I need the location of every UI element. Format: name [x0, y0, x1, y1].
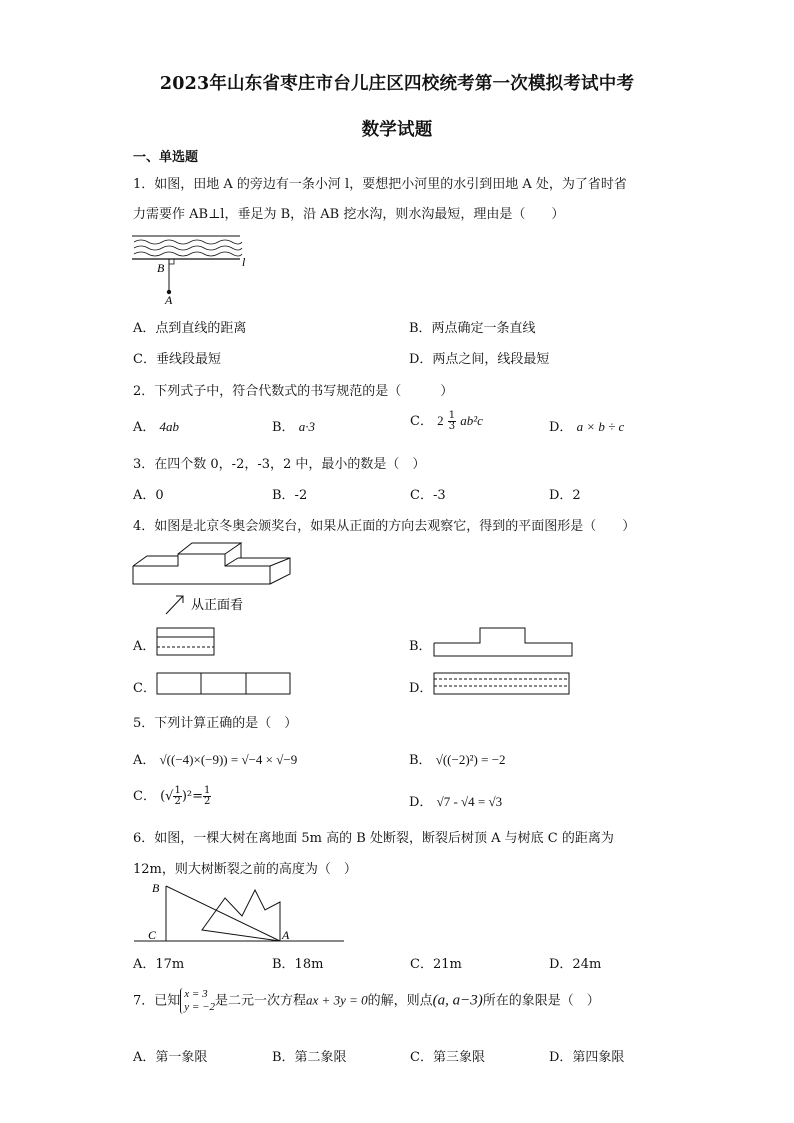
q2-option-c-num: 1: [448, 410, 456, 421]
q1-label-a: A: [165, 293, 173, 307]
q2-option-b-label: B．: [272, 420, 295, 435]
q4-option-a-label[interactable]: A．: [133, 639, 156, 654]
q5-option-c-label: C．: [133, 789, 156, 804]
q3-option-d[interactable]: D．2: [549, 488, 581, 503]
q2-option-c[interactable]: [410, 410, 483, 432]
q2-stem: 2．下列式子中，符合代数式的书写规范的是（ ）: [133, 384, 454, 399]
q7-option-a[interactable]: A．第一象限: [133, 1050, 208, 1065]
q6-label-b: B: [152, 881, 160, 895]
q4-option-a-figure[interactable]: [156, 627, 216, 657]
q5-option-c-open: (: [160, 789, 166, 804]
q3-option-c[interactable]: C．-3: [410, 488, 446, 503]
q6-option-a[interactable]: A．17m: [133, 957, 185, 972]
q2-option-a[interactable]: [133, 416, 179, 435]
q6-label-a: A: [282, 928, 290, 942]
q7-system: [180, 988, 215, 1014]
q6-option-c[interactable]: C．21m: [410, 957, 462, 972]
q2-option-a-expr: 4ab: [159, 419, 180, 434]
q5-option-c-rden: 2: [204, 796, 211, 807]
q6-stem-line2: 12m，则大树断裂之前的高度为（ ）: [133, 862, 357, 877]
q4-option-c-label[interactable]: C．: [133, 681, 156, 696]
q2-option-b-expr: a·3: [298, 419, 315, 434]
q5-option-c-den: 2: [174, 796, 181, 807]
q4-stem: 4．如图是北京冬奥会颁奖台，如果从正面的方向去观察它，得到的平面图形是（ ）: [133, 519, 636, 534]
q7-prefix: 7．已知: [133, 993, 181, 1009]
q3-option-a[interactable]: A．0: [133, 488, 164, 503]
q2-option-c-whole: 2: [437, 413, 444, 428]
q3-stem: 3．在四个数 0，-2，-3，2 中，最小的数是（ ）: [133, 457, 426, 472]
q7-sys-line2: y = −2: [184, 1001, 216, 1013]
q2-option-c-tail: ab²c: [460, 413, 483, 428]
q5-option-d[interactable]: [409, 791, 502, 810]
q6-option-d[interactable]: D．24m: [549, 957, 602, 972]
q5-option-c-fraction: [173, 786, 181, 807]
q1-river-figure: [128, 232, 258, 307]
exam-title-line2: 数学试题: [361, 120, 433, 140]
q2-option-a-label: A．: [133, 420, 156, 435]
q2-option-d[interactable]: [549, 416, 624, 435]
q5-option-d-label: D．: [409, 795, 433, 810]
q7-point: (a, a−3): [432, 992, 483, 1009]
q6-option-b[interactable]: B．18m: [272, 957, 324, 972]
q5-option-c-close: )²=: [181, 789, 204, 804]
q2-option-c-fraction: [448, 411, 456, 432]
q2-option-c-label: C．: [410, 414, 433, 429]
q5-stem: 5．下列计算正确的是（ ）: [133, 716, 298, 731]
q2-option-d-expr: a × b ÷ c: [576, 419, 625, 434]
q5-option-b[interactable]: [409, 749, 506, 768]
q4-view-label: 从正面看: [191, 598, 244, 613]
q5-option-d-expr: √7 - √4 = √3: [436, 794, 503, 809]
q1-option-d[interactable]: D．两点之间，线段最短: [409, 352, 550, 367]
q2-option-c-den: 3: [448, 421, 456, 432]
q7-sys-line1: x = 3: [184, 988, 208, 1000]
q7-equation: ax + 3y = 0: [306, 992, 368, 1008]
q4-option-d-label[interactable]: D．: [409, 681, 433, 696]
q5-option-b-label: B．: [409, 753, 432, 768]
q1-option-a[interactable]: A．点到直线的距离: [133, 321, 247, 336]
sqrt-icon: √: [165, 789, 174, 804]
q7-stem: [133, 988, 600, 1014]
q3-option-b[interactable]: B．-2: [272, 488, 308, 503]
q7-option-b[interactable]: B．第二象限: [272, 1050, 347, 1065]
q5-option-a-label: A．: [133, 753, 156, 768]
q4-option-b-label[interactable]: B．: [409, 639, 432, 654]
q5-option-c[interactable]: [133, 785, 211, 807]
q4-option-d-figure[interactable]: [433, 672, 571, 697]
q6-stem-line1: 6．如图，一棵大树在离地面 5m 高的 B 处断裂，断裂后树顶 A 与树底 C 的距离为: [133, 831, 614, 846]
q4-option-c-figure[interactable]: [156, 672, 292, 697]
q1-label-b: B: [157, 261, 165, 275]
section-heading: 一、单选题: [133, 150, 199, 165]
q7-end: 所在的象限是（ ）: [482, 993, 600, 1009]
q7-option-d[interactable]: D．第四象限: [549, 1050, 625, 1065]
q4-podium-figure: [130, 538, 300, 618]
q6-tree-figure: [130, 878, 350, 946]
q5-option-c-result: [203, 786, 211, 807]
q7-middle: 是二元一次方程: [215, 993, 307, 1009]
q1-stem-line1: 1．如图，田地 A 的旁边有一条小河 l，要想把小河里的水引到田地 A 处，为了省时省: [133, 177, 627, 192]
q5-option-b-expr: √((−2)²) = −2: [435, 752, 506, 767]
q2-option-d-label: D．: [549, 420, 573, 435]
q1-option-b[interactable]: B．两点确定一条直线: [409, 321, 536, 336]
q1-option-c[interactable]: C．垂线段最短: [133, 352, 221, 367]
q1-label-l: l: [242, 255, 246, 269]
q4-option-b-figure[interactable]: [433, 626, 575, 658]
q5-option-c-num: 1: [174, 785, 181, 796]
exam-title-line1: 2023年山东省枣庄市台儿庄区四校统考第一次模拟考试中考: [159, 74, 635, 94]
q6-label-c: C: [148, 928, 157, 942]
q5-option-a[interactable]: [133, 749, 297, 768]
q2-option-b[interactable]: [272, 416, 315, 435]
q7-suffix: 的解，则点: [367, 993, 433, 1009]
q5-option-a-expr: √((−4)×(−9)) = √−4 × √−9: [159, 752, 298, 767]
q1-stem-line2: 力需要作 AB⊥l，垂足为 B，沿 AB 挖水沟，则水沟最短，理由是（ ）: [133, 207, 565, 222]
q5-option-c-rnum: 1: [204, 785, 211, 796]
q7-option-c[interactable]: C．第三象限: [410, 1050, 485, 1065]
